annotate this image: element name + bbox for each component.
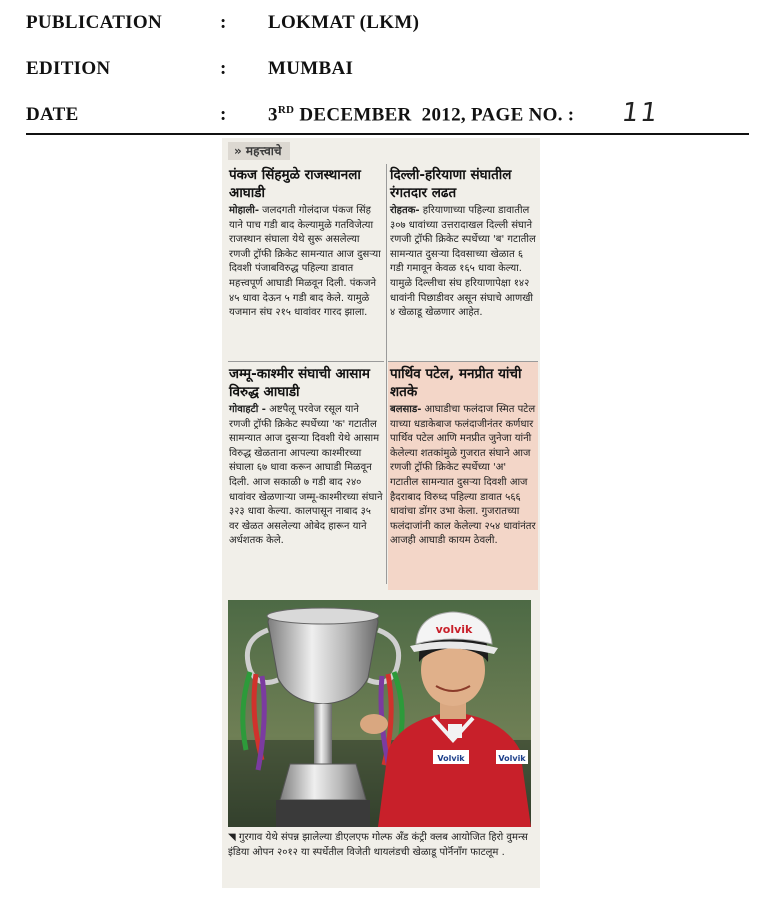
date-rest: DECEMBER 2012, [299, 104, 466, 126]
date-suffix: RD [277, 104, 295, 116]
edition-colon: : [220, 58, 227, 79]
page-number-handwritten: 11 [619, 98, 662, 128]
date-value [268, 104, 574, 126]
article-4-headline: पार्थिव पटेल, मनप्रीत यांची शतके [390, 366, 522, 400]
article-2-headline: दिल्ली-हरियाणा संघातील रंगतदार लढत [390, 167, 512, 201]
golfer-trophy-photo [228, 600, 531, 827]
date-label: DATE [26, 104, 79, 125]
header-rule [26, 133, 749, 135]
article-3 [229, 365, 383, 549]
article-1-text: जलदगती गोलंदाज पंकज सिंह याने पाच गडी बाद केल्यामुळे गतविजेत्या राजस्थान संघाला येथे सुरू असलेल्या रणजी ट्रॉफी क्रिकेट सामन्यात आज दुसऱ्या दिवशी पंजाबविरुद्ध पहिल्या डावात महत्त्वपूर्ण आघाडी मिळवून दिली. पंकजने ४५ धावा देऊन ५ गडी बाद केले. यामुळे यजमान संघ २१५ धावांवर गारद झाला. [229, 205, 381, 319]
shirt-logo-right: Volvik [498, 754, 526, 763]
article-1-body [229, 204, 383, 321]
publication-colon: : [220, 12, 227, 33]
shirt-logo-left: Volvik [437, 754, 465, 763]
photo-caption: ◥ गुरगाव येथे संपन्न झालेल्या डीएलएफ गोल्फ अँड कंट्री क्लब आयोजित हिरो वुमन्स इंडिया ओपन २०१२ या स्पर्धेतील विजेती थायलंडची खेळाडू पोर्नॅनॉंग फाटलूम . [228, 832, 528, 858]
article-4-text: आघाडीचा फलंदाज स्मित पटेल याच्या धडाकेबाज फलंदाजीनंतर कर्णधार पार्थिव पटेल आणि मनप्रीत जुनेजा यांनी केलेल्या शतकांमुळे गुजरात संघाने आज रणजी ट्रॉफी क्रिकेट स्पर्धेच्या 'अ' गटातील सामन्यात दुसऱ्या दिवशी आज हैदराबाद विरुध्द पहिल्या डावात ५६६ धावांचा डोंगर उभा केला. गुजरातच्या फलंदाजांनी काल केलेल्या २५४ धावांनंतर आजही आघाडी कायम ठेवली. [390, 404, 536, 547]
article-4-dateline: बलसाड- [390, 404, 422, 415]
article-2 [390, 166, 536, 321]
article-4 [390, 365, 536, 549]
article-3-headline: जम्मू-काश्मीर संघाची आसाम विरुद्ध आघाडी [229, 366, 370, 400]
article-2-text: हरियाणाच्या पहिल्या डावातील ३०७ धावांच्या उत्तरादाखल दिल्ली संघाने रणजी ट्रॉफी क्रिकेट स्पर्धेच्या 'ब' गटातील सामन्यात दुसऱ्या दिवसाच्या खेळात ६ गडी गमावून केवळ १६५ धावा केल्या. यामुळे दिल्लीचा संघ हरियाणापेक्षा १४२ धावांनी पिछाडीवर असून संघाचे आणखी ४ खेळाडू खेळणार आहेत. [390, 205, 536, 319]
article-2-body [390, 204, 536, 321]
edition-value: MUMBAI [268, 58, 354, 79]
date-day: 3 [268, 104, 278, 126]
article-3-dateline: गोवाहटी - [229, 404, 266, 415]
article-1-headline: पंकज सिंहमुळे राजस्थानला आघाडी [229, 167, 361, 201]
article-divider-left [228, 361, 384, 362]
date-colon: : [220, 104, 227, 125]
article-divider-right [388, 361, 538, 362]
cap-logo-text: volvik [435, 623, 473, 636]
photo-illustration [228, 600, 531, 827]
article-3-text: अष्टपैलू परवेज रसूल याने रणजी ट्रॉफी क्रिकेट स्पर्धेच्या 'क' गटातील सामन्यात आज दुसऱ्या दिवशी येथे आसाम विरुद्ध खेळताना आपल्या काश्मीरच्या संघाला ६७ धावा करून आघाडी मिळवून दिली. आज सकाळी ७ गडी बाद २४० धावांवर खेळणाऱ्या जम्मू-काश्मीरच्या संघाने ३२३ धावा केल्या. कालपासून नाबाद ३५ वर खेळत असलेल्या ओबेद हारून याने अर्धशतक केले. [229, 404, 383, 547]
article-3-body [229, 403, 383, 549]
article-1 [229, 166, 383, 321]
edition-label: EDITION [26, 58, 111, 79]
article-4-body [390, 403, 536, 549]
publication-label: PUBLICATION [26, 12, 162, 33]
section-tag: » महत्त्वाचे [228, 142, 290, 160]
page-label: PAGE NO. : [470, 104, 575, 126]
column-divider [386, 164, 387, 584]
publication-value: LOKMAT (LKM) [268, 12, 420, 33]
article-1-dateline: मोहाली- [229, 205, 259, 216]
article-2-dateline: रोहतक- [390, 205, 420, 216]
